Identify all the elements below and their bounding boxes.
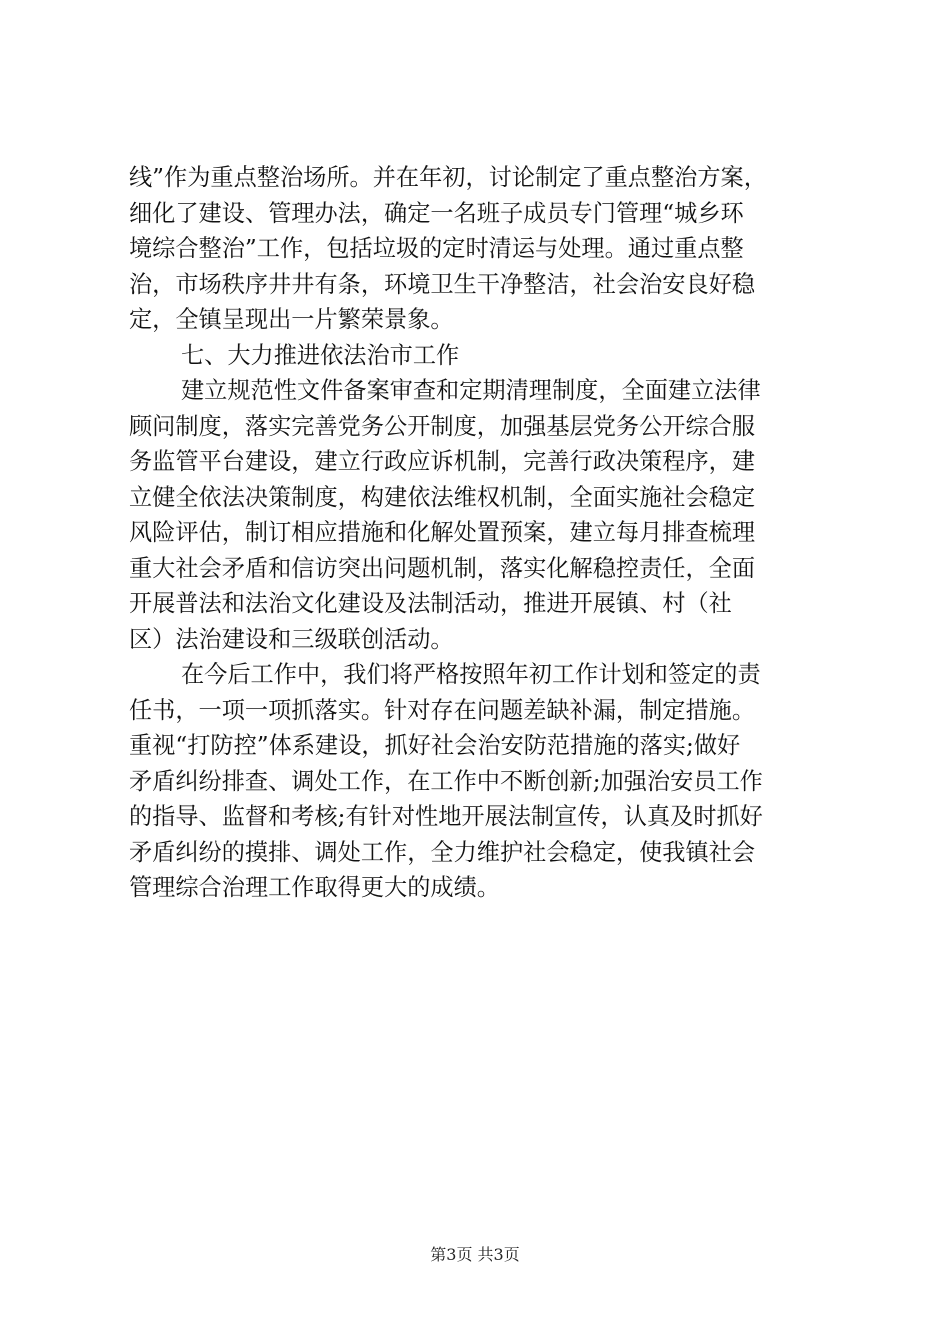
text-line: 在今后工作中，我们将严格按照年初工作计划和签定的责 — [181, 661, 761, 688]
text-line: 区）法治建设和三级联创活动。 — [129, 625, 454, 653]
text-line: 务监管平台建设，建立行政应诉机制，完善行政决策程序，建 — [129, 448, 756, 475]
document-body — [129, 160, 829, 906]
text-line: 顾问制度，落实完善党务公开制度，加强基层党务公开综合服 — [129, 412, 756, 440]
text-line: 立健全依法决策制度，构建依法维权机制，全面实施社会稳定 — [129, 483, 756, 511]
text-line: 的指导、监督和考核;有针对性地开展法制宣传，认真及时抓好 — [129, 803, 763, 830]
page-footer: 第3页 共3页 — [430, 1245, 520, 1264]
text-line: 线”作为重点整治场所。并在年初，讨论制定了重点整治方案， — [129, 164, 767, 191]
text-line: 重视“打防控”体系建设，抓好社会治安防范措施的落实;做好 — [129, 732, 741, 759]
text-line: 细化了建设、管理办法，确定一名班子成员专门管理“城乡环 — [129, 199, 744, 227]
text-line: 定，全镇呈现出一片繁荣景象。 — [129, 306, 454, 333]
text-line: 管理综合治理工作取得更大的成绩。 — [129, 874, 500, 901]
text-line: 任书，一项一项抓落实。针对存在问题差缺补漏，制定措施。 — [129, 696, 756, 724]
text-line: 开展普法和法治文化建设及法制活动，推进开展镇、村（社 — [129, 590, 732, 617]
text-line: 建立规范性文件备案审查和定期清理制度，全面建立法律 — [181, 377, 761, 404]
text-line: 矛盾纠纷排查、调处工作，在工作中不断创新;加强治安员工作 — [129, 767, 763, 795]
text-line: 七、大力推进依法治市工作 — [181, 341, 460, 369]
text-line: 矛盾纠纷的摸排、调处工作，全力维护社会稳定，使我镇社会 — [129, 838, 756, 866]
text-line: 治，市场秩序井井有条，环境卫生干净整洁，社会治安良好稳 — [129, 270, 756, 298]
text-line: 重大社会矛盾和信访突出问题机制，落实化解稳控责任，全面 — [129, 554, 756, 582]
text-line: 境综合整治”工作，包括垃圾的定时清运与处理。通过重点整 — [129, 235, 744, 262]
text-line: 风险评估，制订相应措施和化解处置预案，建立每月排查梳理 — [129, 519, 756, 546]
